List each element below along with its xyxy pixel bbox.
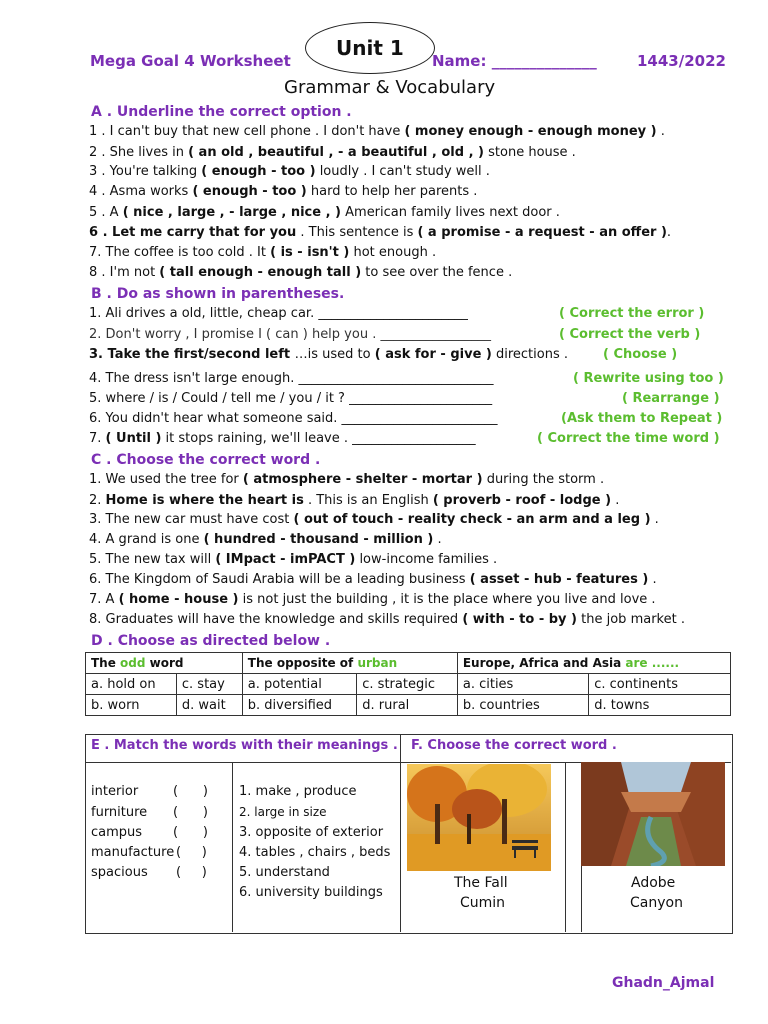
a-item-3: 3 . You're talking ( enough - too ) loudly . I can't study well . <box>89 164 490 179</box>
b-item-6: 6. You didn't hear what someone said. ________________________ <box>89 411 498 426</box>
c-item-8: 8. Graduates will have the knowledge and skills required ( with - to - by ) the job market . <box>89 612 685 627</box>
f-option-1b[interactable]: Cumin <box>460 895 506 911</box>
c-item-1: 1. We used the tree for ( atmosphere - shelter - mortar ) during the storm . <box>89 472 605 487</box>
a-item-5: 5 . A ( nice , large , - large , nice , ) American family lives next door . <box>89 205 560 220</box>
a-item-1: 1 . I can't buy that new cell phone . I don't have ( money enough - enough money ) . <box>89 124 665 139</box>
c-item-2: 2. Home is where the heart is . This is an English ( proverb - roof - lodge ) . <box>89 493 620 508</box>
f-mid-divider <box>565 762 566 932</box>
b-item-4: 4. The dress isn't large enough. ______________________________ <box>89 371 494 386</box>
autumn-park-image <box>407 764 551 871</box>
e-meaning-6: 6. university buildings <box>239 885 383 900</box>
d-head-3: Europe, Africa and Asia are ...... <box>457 653 730 674</box>
e-meaning-2: 2. large in size <box>239 805 327 819</box>
c-item-6: 6. The Kingdom of Saudi Arabia will be a leading business ( asset - hub - features ) . <box>89 572 657 587</box>
b-item-3: 3. Take the first/second left …is used to ( ask for - give ) directions . <box>89 347 568 362</box>
b-hint-5: ( Rearrange ) <box>622 391 720 406</box>
b-hint-3: ( Choose ) <box>603 347 678 362</box>
e-word-5: spacious <box>91 865 148 880</box>
c-item-3: 3. The new car must have cost ( out of touch - reality check - an arm and a leg ) . <box>89 512 659 527</box>
e-blank-2[interactable]: ( ) <box>173 805 208 820</box>
e-word-3: campus <box>91 825 143 840</box>
a-item-7: 7. The coffee is too cold . It ( is - isn't ) hot enough . <box>89 245 437 260</box>
b-hint-4: ( Rewrite using too ) <box>573 371 724 386</box>
e-word-1: interior <box>91 784 139 799</box>
e-meaning-3: 3. opposite of exterior <box>239 825 384 840</box>
e-blank-3[interactable]: ( ) <box>173 825 208 840</box>
d-cell: d. towns <box>589 695 731 716</box>
d-cell: d. wait <box>176 695 242 716</box>
author-signature: Ghadn_Ajmal <box>612 975 715 991</box>
e-word-4: manufacture <box>91 845 175 860</box>
section-f-title: F. Choose the correct word . <box>411 738 617 753</box>
d-cell: a. cities <box>457 674 588 695</box>
b-hint-1: ( Correct the error ) <box>559 306 705 321</box>
d-cell: b. countries <box>457 695 588 716</box>
a-item-2: 2 . She lives in ( an old , beautiful , - a beautiful , old , ) stone house . <box>89 145 576 160</box>
b-item-2: 2. Don't worry , I promise I ( can ) help you . _________________ <box>89 327 491 342</box>
a-item-4: 4 . Asma works ( enough - too ) hard to help her parents . <box>89 184 478 199</box>
a-item-6: 6 . Let me carry that for you . This sentence is ( a promise - a request - an offer ). <box>89 225 672 240</box>
c-item-4: 4. A grand is one ( hundred - thousand - million ) . <box>89 532 442 547</box>
d-cell: c. continents <box>589 674 731 695</box>
b-hint-2: ( Correct the verb ) <box>559 327 701 342</box>
b-hint-6: (Ask them to Repeat ) <box>561 411 723 426</box>
canyon-image <box>581 762 725 866</box>
e-col-divider <box>232 762 233 932</box>
d-cell: b. worn <box>86 695 177 716</box>
b-item-1: 1. Ali drives a old, little, cheap car. _______________________ <box>89 306 468 321</box>
section-a-title: A . Underline the correct option . <box>91 104 352 120</box>
name-field: Name: ______________ <box>432 52 597 70</box>
d-cell: a. potential <box>242 674 356 695</box>
e-meaning-4: 4. tables , chairs , beds <box>239 845 391 860</box>
unit-title: Unit 1 <box>336 36 404 60</box>
b-item-7: 7. ( Until ) it stops raining, we'll leave . ___________________ <box>89 431 476 446</box>
section-e-title: E . Match the words with their meanings . <box>91 738 398 753</box>
b-item-5: 5. where / is / Could / tell me / you / it ? ______________________ <box>89 391 493 406</box>
c-item-7: 7. A ( home - house ) is not just the building , it is the place where you live and love . <box>89 592 656 607</box>
e-meaning-5: 5. understand <box>239 865 330 880</box>
f-option-2a[interactable]: Adobe <box>631 875 676 891</box>
section-d-table <box>85 652 731 716</box>
section-b-title: B . Do as shown in parentheses. <box>91 286 345 302</box>
section-d-title: D . Choose as directed below . <box>91 633 331 649</box>
f-col-divider <box>400 734 401 932</box>
d-cell: a. hold on <box>86 674 177 695</box>
e-meaning-1: 1. make , produce <box>239 784 357 799</box>
d-cell: d. rural <box>357 695 458 716</box>
e-word-2: furniture <box>91 805 148 820</box>
e-blank-4[interactable]: ( ) <box>176 845 207 860</box>
d-head-1: The odd word <box>86 653 243 674</box>
e-blank-1[interactable]: ( ) <box>173 784 208 799</box>
d-head-2: The opposite of urban <box>242 653 457 674</box>
d-cell: b. diversified <box>242 695 356 716</box>
a-item-8: 8 . I'm not ( tall enough - enough tall ) to see over the fence . <box>89 265 513 280</box>
e-blank-5[interactable]: ( ) <box>176 865 207 880</box>
subtitle: Grammar & Vocabulary <box>284 77 496 98</box>
c-item-5: 5. The new tax will ( IMpact - imPACT ) low-income families . <box>89 552 498 567</box>
f-option-2b[interactable]: Canyon <box>630 895 683 911</box>
d-cell: c. strategic <box>357 674 458 695</box>
f-option-1a[interactable]: The Fall <box>454 875 508 891</box>
year-label: 1443/2022 <box>637 52 726 70</box>
b-hint-7: ( Correct the time word ) <box>537 431 720 446</box>
d-cell: c. stay <box>176 674 242 695</box>
worksheet-title: Mega Goal 4 Worksheet <box>90 52 291 70</box>
section-c-title: C . Choose the correct word . <box>91 452 321 468</box>
